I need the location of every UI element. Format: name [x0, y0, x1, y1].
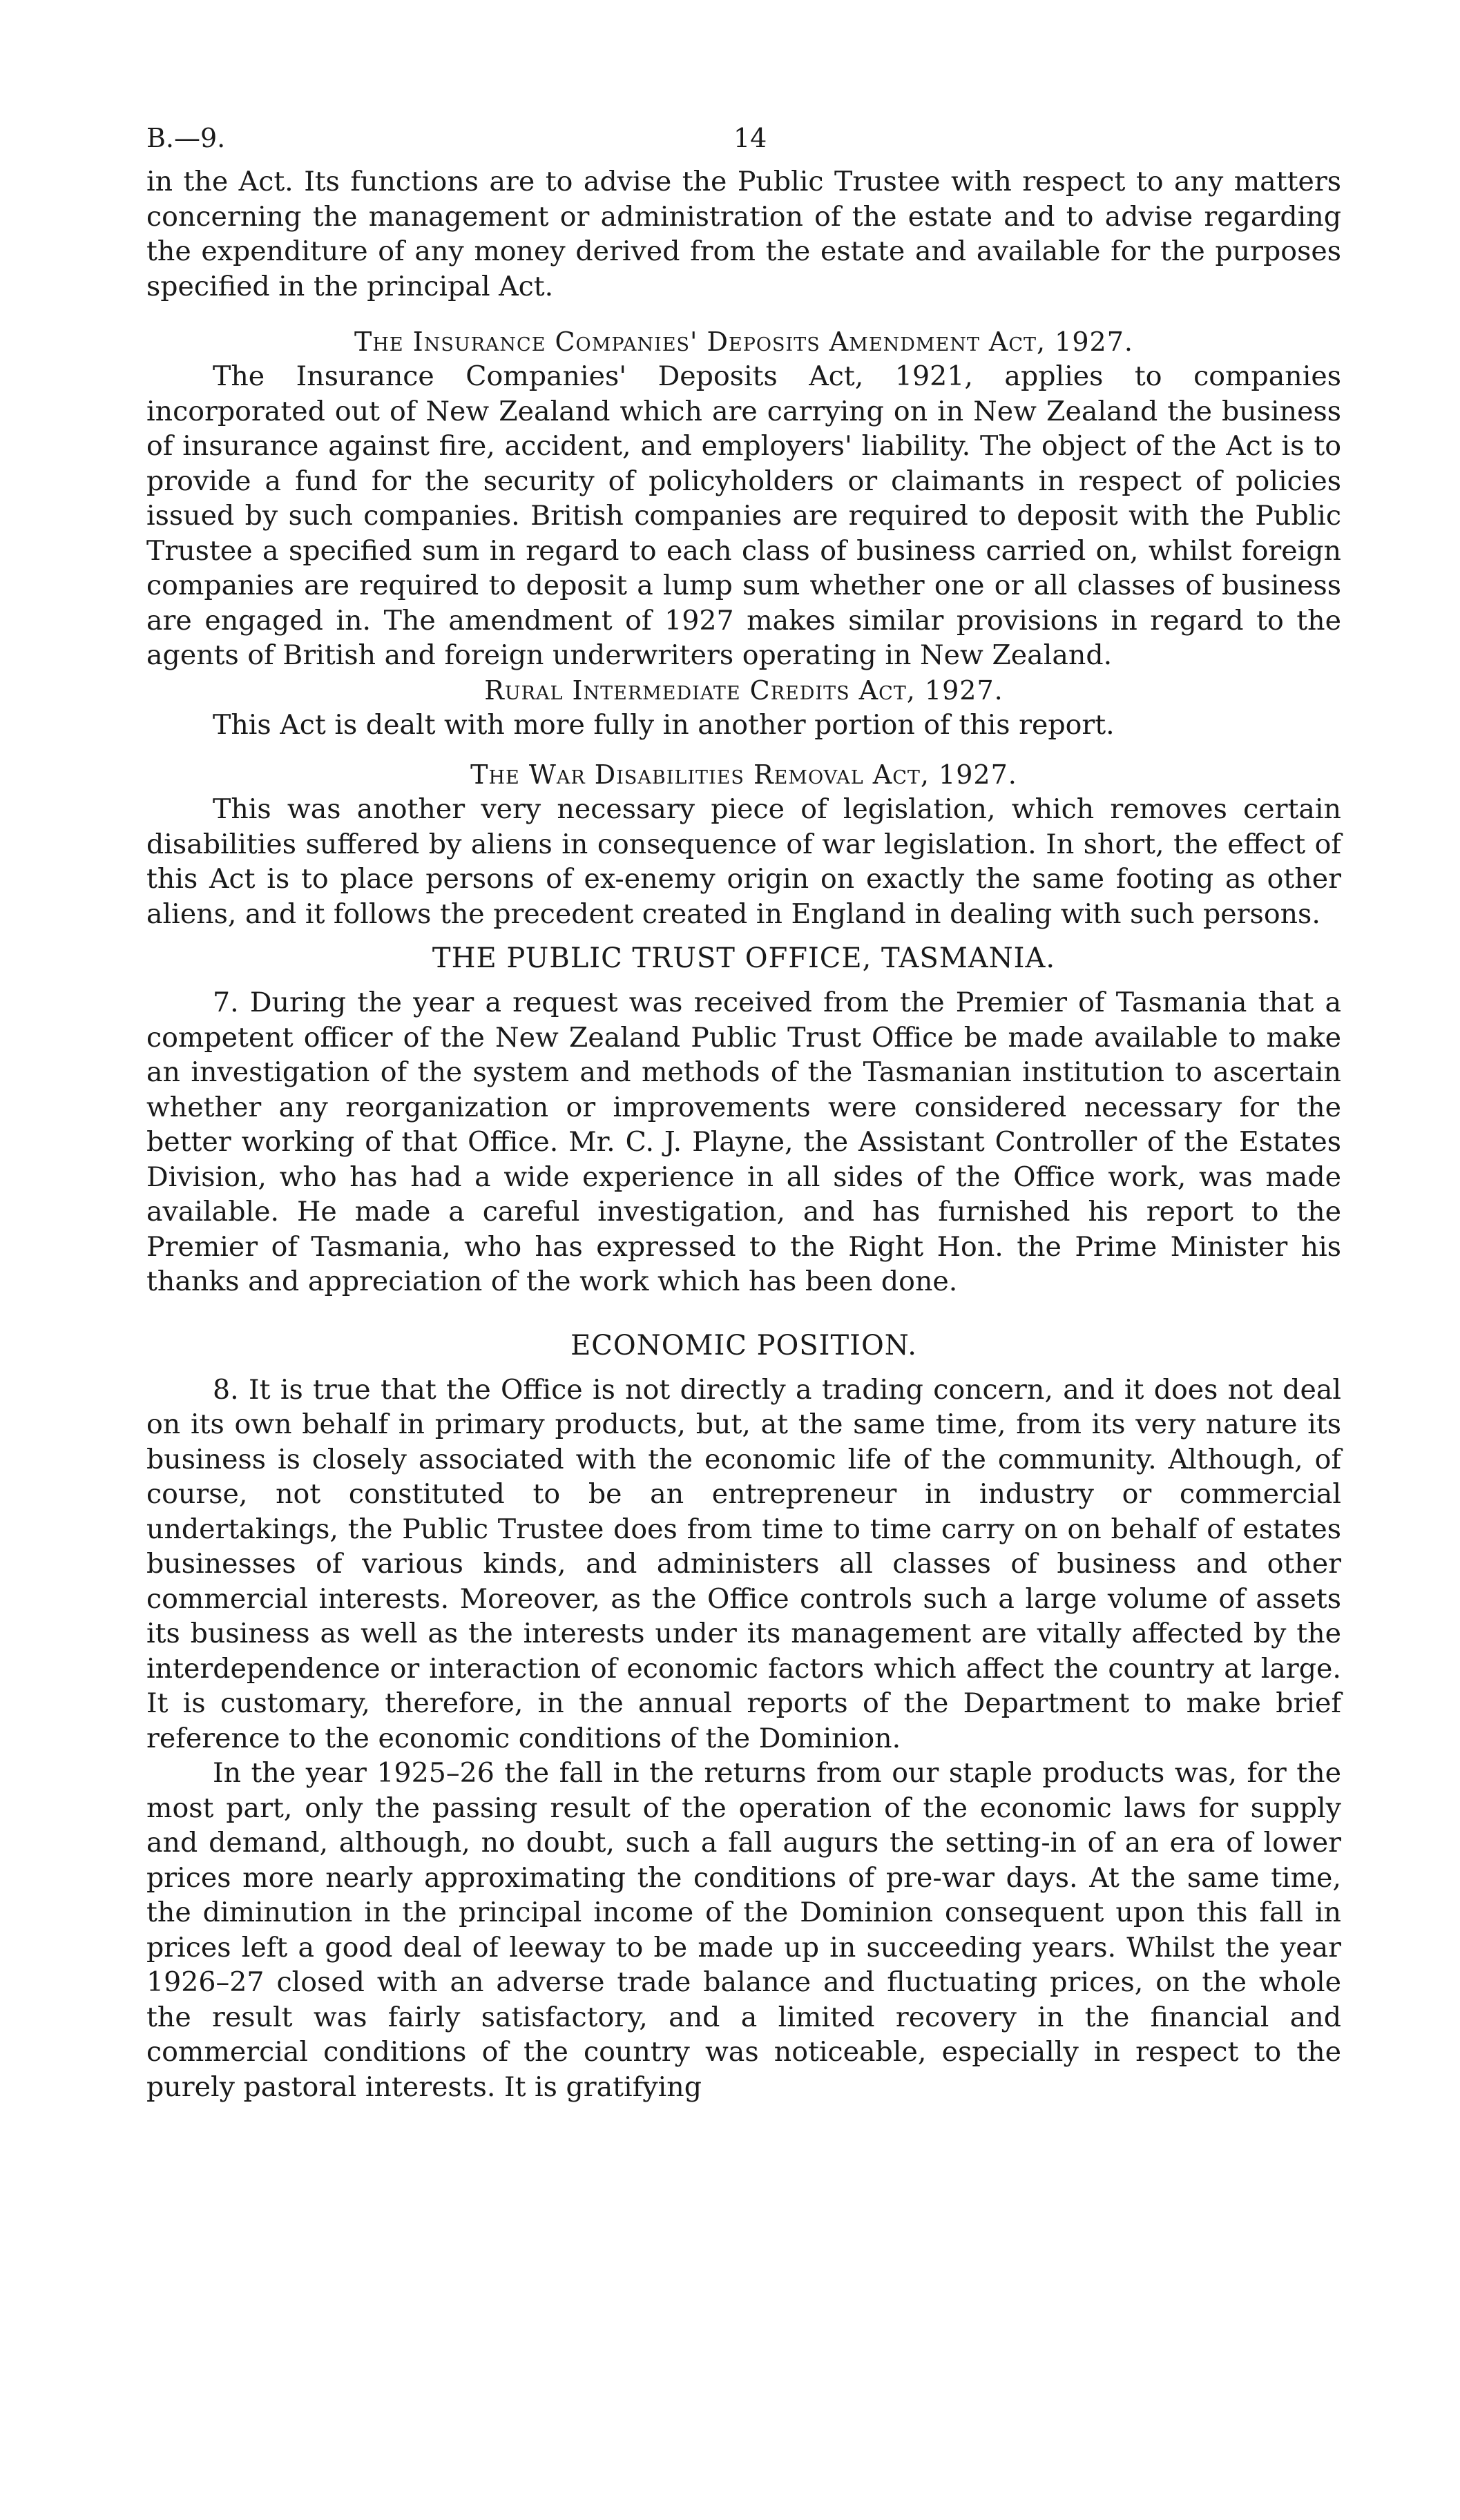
heading-rural-credits-act: Rural Intermediate Credits Act, 1927. [484, 675, 1003, 706]
paragraph-economic-year: In the year 1925–26 the fall in the returns from our staple products was, for the most part, only the passing result of the operation of the economic laws for supply and demand, although, no doubt, such a fall augurs the setting-in of an era of lower prices more nearly approximating the conditions of pre-war days. At the same time, the diminution in the principal income of the Dominion consequent upon this fall in prices left a good deal of leeway to be made up in succeeding years. Whilst the year 1926–27 closed with an adverse trade balance and fluctuating prices, on the whole the result was fairly satisfactory, and a limited recovery in the financial and commercial conditions of the country was noticeable, especially in respect to the purely pastoral interests. It is gratifying [146, 1757, 1341, 2103]
heading-public-trust-tasmania: THE PUBLIC TRUST OFFICE, TASMANIA. [432, 942, 1056, 974]
paragraph-insurance-deposits: The Insurance Companies' Deposits Act, 1921, applies to companies incorporated out of New Zealand which are carrying on in New Zealand the business of insurance against fire, accident, and employers' liability. The object of the Act is to provide a fund for the security of policyholders or claimants in respect of policies issued by such companies. British companies are required to deposit with the Public Trustee a specified sum in regard to each class of business carried on, whilst foreign companies are required to deposit a lump sum whether one or all classes of business are engaged in. The amendment of 1927 makes similar provisions in regard to the agents of British and foreign underwriters operating in New Zealand. [146, 360, 1341, 671]
paragraph-continuation: in the Act. Its functions are to advise the Public Trustee with respect to any matters concerning the management or administration of the estate and to advise regarding the expenditure of any money derived from the estate and available for the purposes specified in the principal Act. [146, 166, 1341, 302]
document-reference: B.—9. [146, 123, 226, 153]
paragraph-economic-position: 8. It is true that the Office is not directly a trading concern, and it does not deal on its own behalf in primary products, but, at the same time, from its very nature its business is closely associated with the economic life of the community. Although, of course, not constituted to be an entrepreneur in industry or commercial undertakings, the Public Trustee does from time to time carry on on behalf of estates businesses of various kinds, and administers all classes of business and other commercial interests. Moreover, as the Office controls such a large volume of assets its business as well as the interests under its management are vitally affected by the interdependence or interaction of economic factors which affect the country at large. It is customary, therefore, in the annual reports of the Department to make brief reference to the economic conditions of the Dominion. [146, 1373, 1341, 1754]
heading-economic-position: ECONOMIC POSITION. [570, 1329, 917, 1361]
paragraph-tasmania: 7. During the year a request was received from the Premier of Tasmania that a competent officer of the New Zealand Public Trust Office be made available to make an investigation of the system and methods of the Tasmanian institution to ascertain whether any reorganization or improvements were considered necessary for the better working of that Office. Mr. C. J. Playne, the Assistant Controller of the Estates Division, who has had a wide experience in all sides of the Office work, was made available. He made a careful investigation, and has furnished his report to the Premier of Tasmania, who has expressed to the Right Hon. the Prime Minister his thanks and appreciation of the work which has been done. [146, 987, 1341, 1297]
paragraph-rural-credits: This Act is dealt with more fully in another portion of this report. [213, 708, 1115, 741]
document-page [146, 123, 1341, 2104]
heading-war-disabilities-act: The War Disabilities Removal Act, 1927. [470, 759, 1017, 790]
paragraph-war-disabilities: This was another very necessary piece of legislation, which removes certain disabilities suffered by aliens in consequence of war legislation. In short, the effect of this Act is to place persons of ex-enemy origin on exactly the same footing as other aliens, and it follows the precedent created in England in dealing with such persons. [146, 793, 1341, 930]
page-number: 14 [733, 123, 767, 153]
page-header [146, 123, 1341, 164]
heading-insurance-deposits-act: The Insurance Companies' Deposits Amendment Act, 1927. [354, 327, 1133, 357]
